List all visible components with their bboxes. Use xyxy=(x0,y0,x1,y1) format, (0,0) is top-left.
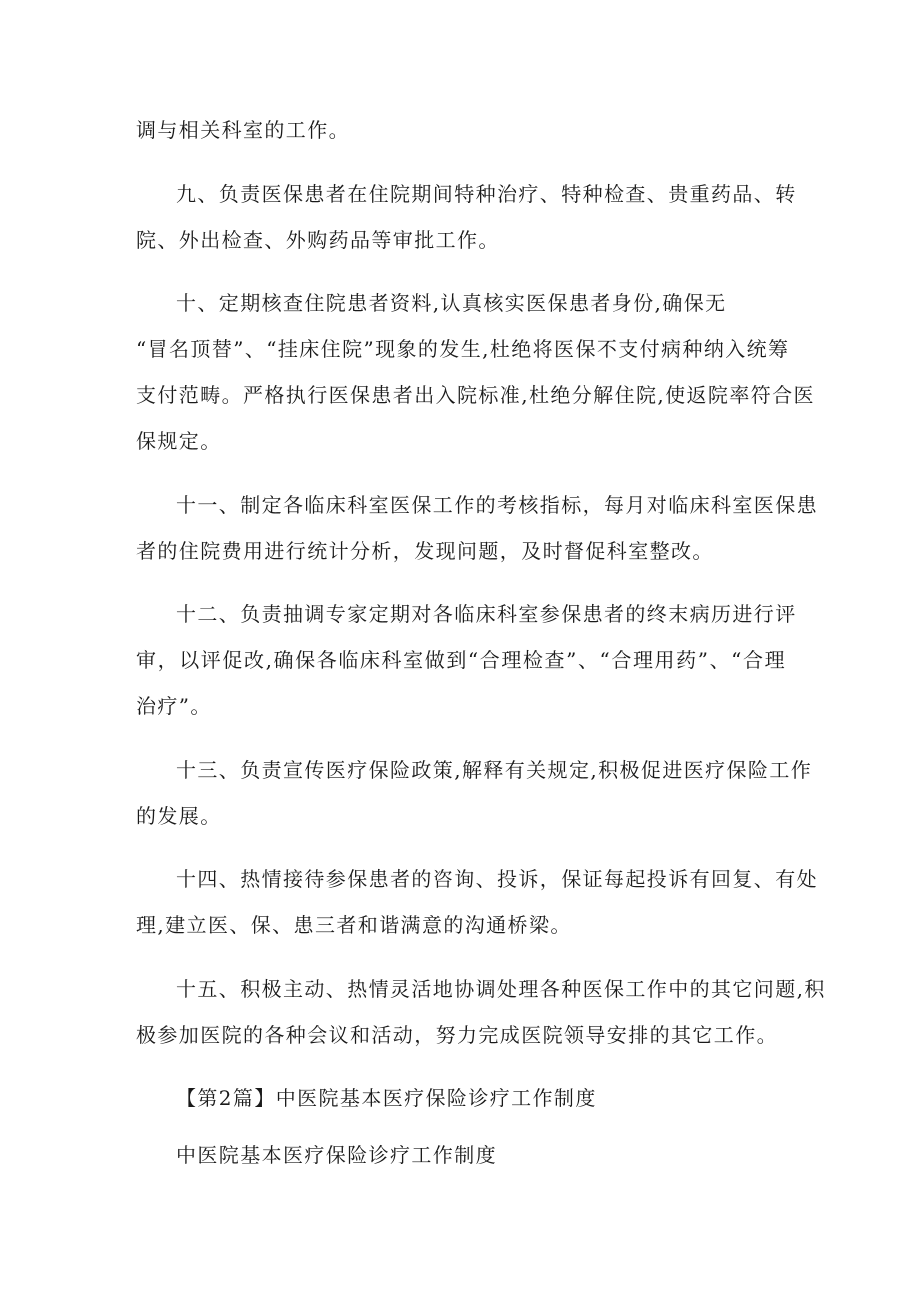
text-line: 十四、热情接待参保患者的咨询、投诉，保证每起投诉有回复、有处 xyxy=(176,867,818,891)
section-heading: 【第2篇】中医院基本医疗保险诊疗工作制度 xyxy=(176,1086,597,1110)
text-line: 十一、制定各临床科室医保工作的考核指标，每月对临床科室医保患 xyxy=(176,493,818,517)
text-line: 院、外出检查、外购药品等审批工作。 xyxy=(136,228,500,252)
text-line: 九、负责医保患者在住院期间特种治疗、特种检查、贵重药品、转 xyxy=(176,182,797,206)
text-line: 十、定期核查住院患者资料,认真核实医保患者身份,确保无 xyxy=(176,291,727,315)
text-line: 治疗”。 xyxy=(136,694,212,718)
text-line: 十三、负责宣传医疗保险政策,解释有关规定,积极促进医疗保险工作 xyxy=(176,758,813,782)
text-line: 极参加医院的各种会议和活动，努力完成医院领导安排的其它工作。 xyxy=(136,1023,778,1047)
text-line: 十五、积极主动、热情灵活地协调处理各种医保工作中的其它问题,积 xyxy=(176,977,826,1001)
text-line: 支付范畴。严格执行医保患者出入院标准,杜绝分解住院,使返院率符合医 xyxy=(136,383,815,407)
text-line: 的发展。 xyxy=(136,804,222,828)
text-line: 审，以评促改,确保各临床科室做到“合理检查”、“合理用药”、“合理 xyxy=(136,648,786,672)
document-title: 中医院基本医疗保险诊疗工作制度 xyxy=(176,1143,497,1167)
text-line: 理,建立医、保、患三者和谐满意的沟通桥梁。 xyxy=(136,913,572,937)
text-line: 保规定。 xyxy=(136,429,222,453)
text-line: 者的住院费用进行统计分析，发现问题，及时督促科室整改。 xyxy=(136,539,714,563)
text-line: 调与相关科室的工作。 xyxy=(136,118,350,142)
text-line: “冒名顶替”、“挂床住院”现象的发生,杜绝将医保不支付病种纳入统筹 xyxy=(136,337,790,361)
text-line: 十二、负责抽调专家定期对各临床科室参保患者的终末病历进行评 xyxy=(176,602,797,626)
